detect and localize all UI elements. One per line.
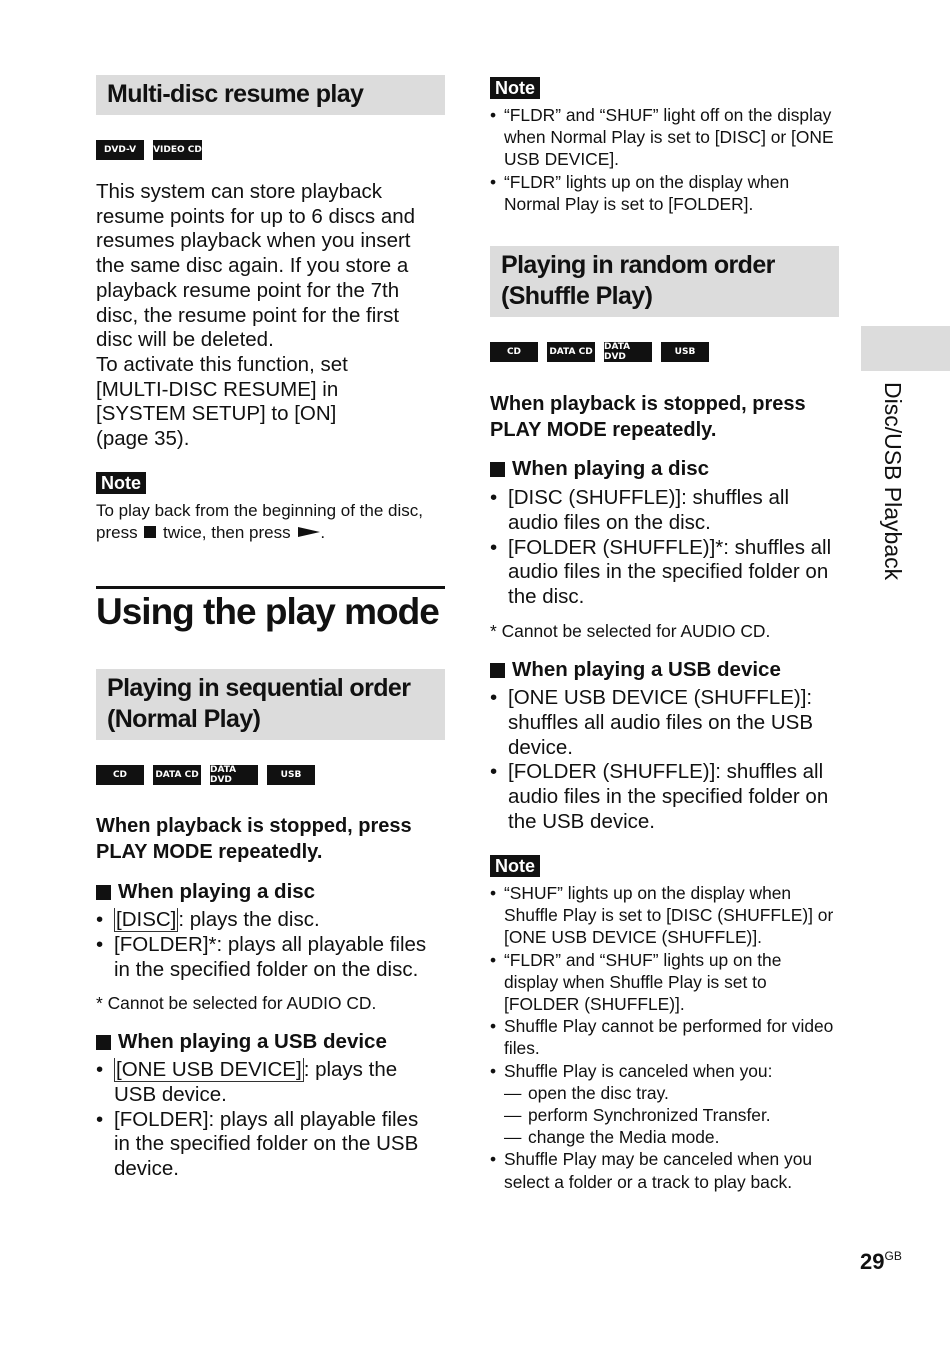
option-one-usb-device: [ONE USB DEVICE] (116, 1058, 302, 1081)
list-item (96, 1058, 436, 1108)
page-number (860, 1242, 902, 1276)
sequential-usb-head-text: When playing a USB device (118, 1030, 387, 1053)
page-number-suffix: GB (884, 1249, 902, 1263)
shuffle-heading (490, 246, 839, 317)
sequential-format-badges (96, 765, 315, 785)
shuffle-heading-line2: (Shuffle Play) (501, 282, 653, 310)
list-item: • “FLDR” and “SHUF” light off on the display when Normal Play is set to [DISC] or [ONE USB DEVICE]. (490, 104, 835, 171)
shuffle-usb-head-text: When playing a USB device (512, 658, 781, 681)
shuffle-disc-list (490, 486, 842, 610)
multi-disc-activate: To activate this function, set [MULTI-DISC RESUME] in [SYSTEM SETUP] to [ON] (page 35). (96, 352, 348, 451)
shuffle-heading-line1: Playing in random order (501, 251, 775, 279)
multi-disc-note-label: Note (96, 472, 146, 494)
stop-icon (144, 526, 156, 538)
sequential-heading-line1: Playing in sequential order (107, 674, 411, 702)
square-bullet-icon (490, 663, 505, 678)
play-icon (298, 527, 320, 537)
list-item: • [ONE USB DEVICE (SHUFFLE)]: shuffles all audio files on the USB device. (490, 686, 835, 760)
list-item (96, 908, 445, 933)
badge-dvd-v: DVD-V (96, 140, 144, 160)
bottom-note-list (490, 882, 838, 1193)
play-mode-title: Using the play mode (96, 591, 439, 632)
section-title-rule (96, 586, 445, 589)
list-item: • [FOLDER (SHUFFLE)]*: shuffles all audio files in the specified folder on the disc. (490, 536, 842, 610)
square-bullet-icon (490, 462, 505, 477)
list-item: — open the disc tray. (504, 1082, 838, 1104)
note-text-part3: . (320, 523, 326, 542)
list-item: • [DISC (SHUFFLE)]: shuffles all audio files on the disc. (490, 486, 842, 536)
sequential-disc-head-text: When playing a disc (118, 880, 316, 903)
badge-cd: CD (96, 765, 144, 785)
list-item (490, 1060, 838, 1149)
square-bullet-icon (96, 1035, 111, 1050)
note-text-part2: twice, then press (163, 523, 291, 542)
shuffle-footnote: * Cannot be selected for AUDIO CD. (490, 621, 771, 641)
multi-disc-description: This system can store playback resume points for up to 6 discs and resumes playback when you insert the same disc again. If you store a playback resume point for the 7th disc, the resume point for the first disc will be deleted. (96, 180, 416, 352)
bottom-note-label: Note (490, 855, 540, 877)
sequential-heading-line2: (Normal Play) (107, 705, 261, 733)
shuffle-lead: When playback is stopped, press PLAY MODE repeatedly. (490, 393, 806, 441)
cancel-sublist (504, 1082, 838, 1149)
sequential-disc-head (96, 879, 315, 905)
sequential-footnote: * Cannot be selected for AUDIO CD. (96, 993, 377, 1013)
list-item: • Shuffle Play cannot be performed for video files. (490, 1015, 838, 1059)
list-item: • Shuffle Play may be canceled when you select a folder or a track to play back. (490, 1148, 838, 1192)
list-item: • [FOLDER]*: plays all playable files in the specified folder on the disc. (96, 933, 445, 983)
multi-disc-note-text (96, 500, 436, 544)
badge-data-dvd: DATA DVD (210, 765, 258, 785)
badge-data-cd: DATA CD (153, 765, 201, 785)
top-note-list (490, 104, 835, 215)
sequential-heading (96, 669, 445, 740)
square-bullet-icon (96, 885, 111, 900)
page-number-value: 29 (860, 1249, 885, 1274)
option-disc: [DISC] (116, 908, 177, 931)
chapter-tab-label: Disc/USB Playback (880, 382, 906, 581)
shuffle-disc-head (490, 456, 709, 482)
shuffle-usb-head (490, 657, 781, 683)
sequential-lead: When playback is stopped, press PLAY MODE repeatedly. (96, 815, 412, 863)
badge-cd: CD (490, 342, 538, 362)
multi-disc-format-badges (96, 140, 202, 160)
note-text-part1: To play back from the beginning of the disc, press (96, 501, 423, 542)
badge-data-cd: DATA CD (547, 342, 595, 362)
badge-video-cd: VIDEO CD (153, 140, 202, 160)
list-item: • “SHUF” lights up on the display when Shuffle Play is set to [DISC (SHUFFLE)] or [ONE USB DEVICE (SHUFFLE)]. (490, 882, 838, 949)
sequential-usb-head (96, 1029, 387, 1055)
sequential-usb-list (96, 1058, 436, 1182)
list-item: • “FLDR” lights up on the display when Normal Play is set to [FOLDER]. (490, 171, 835, 215)
option-disc-desc: : plays the disc. (178, 908, 320, 931)
badge-usb: USB (661, 342, 709, 362)
option-one-usb-desc: : plays the USB device. (114, 1058, 398, 1106)
multi-disc-heading: Multi-disc resume play (96, 75, 445, 115)
sequential-disc-list (96, 908, 445, 982)
list-item: — change the Media mode. (504, 1126, 838, 1148)
list-item: • “FLDR” and “SHUF” lights up on the display when Shuffle Play is set to [FOLDER (SHUFFLE)]. (490, 949, 838, 1016)
list-item: • [FOLDER (SHUFFLE)]: shuffles all audio files in the specified folder on the USB device. (490, 760, 835, 834)
chapter-tab (861, 326, 950, 371)
shuffle-usb-list (490, 686, 835, 835)
list-item: • [FOLDER]: plays all playable files in the specified folder on the USB device. (96, 1108, 436, 1182)
cancel-intro: Shuffle Play is canceled when you: (504, 1060, 773, 1081)
shuffle-format-badges (490, 342, 709, 362)
shuffle-disc-head-text: When playing a disc (512, 457, 710, 480)
top-note-label: Note (490, 77, 540, 99)
list-item: — perform Synchronized Transfer. (504, 1104, 838, 1126)
badge-data-dvd: DATA DVD (604, 342, 652, 362)
badge-usb: USB (267, 765, 315, 785)
multi-disc-body (96, 180, 441, 452)
